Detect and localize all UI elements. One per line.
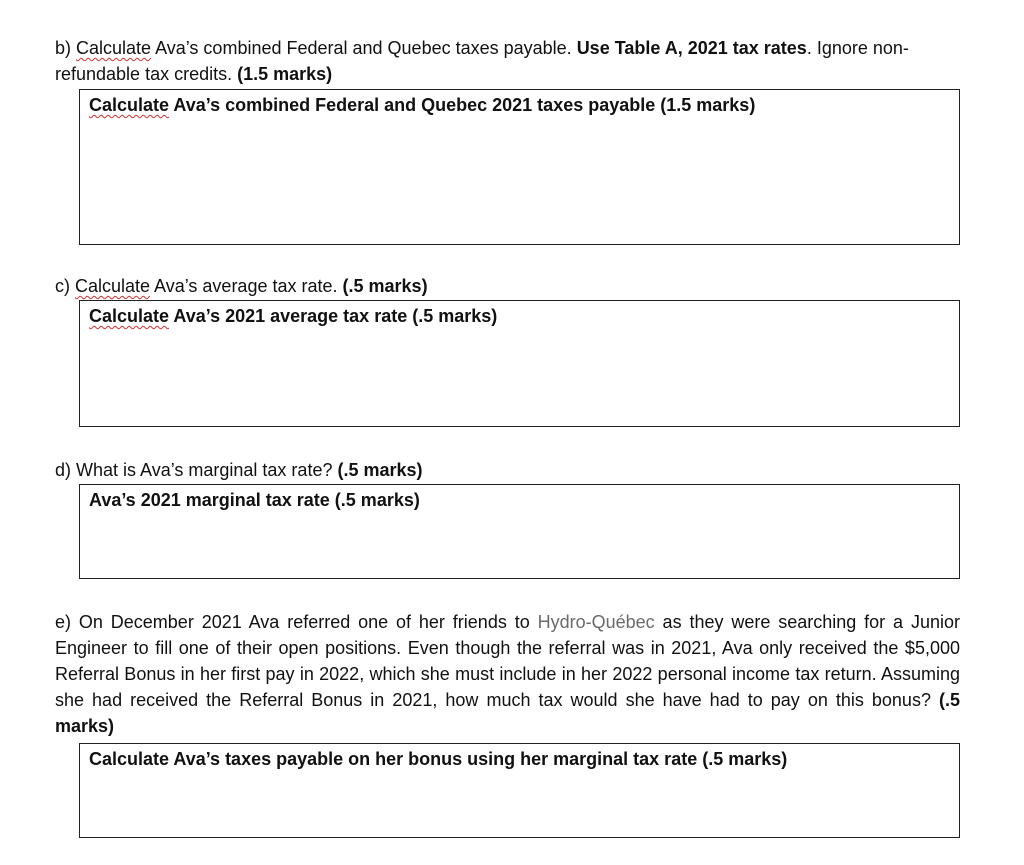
answer-box-b[interactable]: Calculate Ava’s combined Federal and Quebec 2021 taxes payable (1.5 marks) [79,89,960,245]
spellcheck-word: Calculate [89,95,170,115]
answer-box-c[interactable]: Calculate Ava’s 2021 average tax rate (.5 marks) [79,300,960,427]
spellcheck-word: Calculate [76,38,152,58]
spellcheck-word: Calculate [75,276,151,296]
question-d-text: d) What is Ava’s marginal tax rate? (.5 marks) [55,460,423,480]
question-c-text: c) Calculate Ava’s average tax rate. (.5 marks) [55,276,428,296]
marks-label: (.5 marks) [55,690,960,736]
spellcheck-word: Calculate [89,306,170,326]
company-name: Hydro-Québec [537,612,655,632]
question-e-text: e) On December 2021 Ava referred one of her friends to Hydro-Québec as they were searching for a Junior Engineer to fill one of their open positions. Even though the referral was in 2021, Ava only received the $5,000 Referral Bonus in her first pay in 2022, which she must include in her 2022 personal income tax return. Assuming she had received the Referral Bonus in 2021, how much tax would she have had to pay on this bonus? (.5 marks) [55,612,960,736]
marks-label: (.5 marks) [342,276,428,296]
answer-box-d[interactable]: Ava’s 2021 marginal tax rate (.5 marks) [79,484,960,579]
marks-label: (1.5 marks) [237,64,333,84]
answer-box-e[interactable]: Calculate Ava’s taxes payable on her bonus using her marginal tax rate (.5 marks) [79,743,960,838]
question-b-text: b) Calculate Ava’s combined Federal and Quebec taxes payable. Use Table A, 2021 tax rates. Ignore non-refundable tax credits. (1.5 marks) [55,38,909,84]
marks-label: (.5 marks) [337,460,423,480]
